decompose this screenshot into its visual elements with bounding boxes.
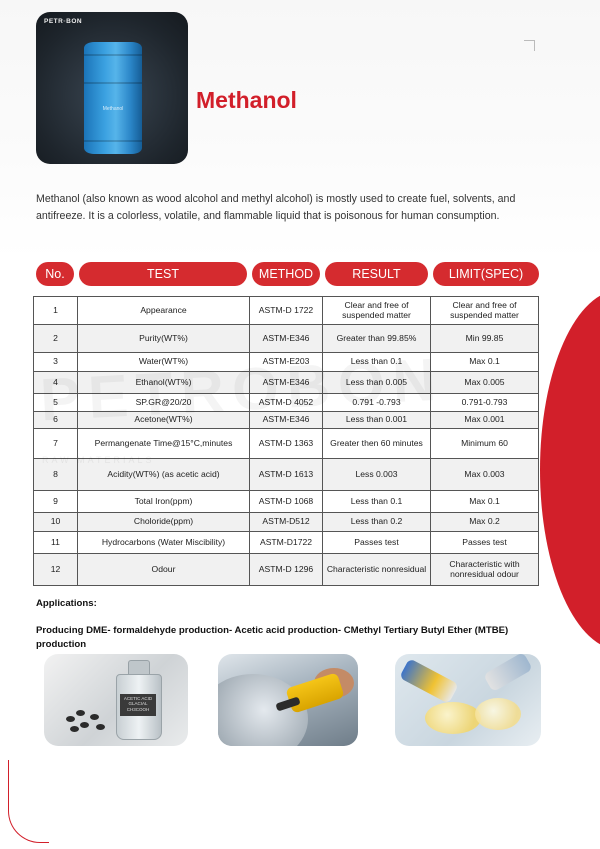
cell-test: Appearance [78, 297, 250, 325]
cell-no: 9 [34, 491, 78, 513]
cell-limit: Characteristic with nonresidual odour [431, 554, 539, 586]
cell-test: Ethanol(WT%) [78, 372, 250, 394]
glue-tubes-photo [395, 654, 541, 746]
cell-method: ASTM-D512 [250, 513, 323, 532]
header-result: RESULT [325, 262, 428, 286]
cell-result: Less than 0.1 [323, 491, 431, 513]
cell-result: Passes test [323, 532, 431, 554]
cell-test: Permangenate Time@15°C,minutes [78, 429, 250, 459]
cell-limit: Clear and free of suspended matter [431, 297, 539, 325]
cell-result: Greater than 99.85% [323, 325, 431, 353]
applications-heading: Applications: [36, 598, 97, 609]
table-row [34, 297, 539, 325]
spec-table [33, 296, 539, 586]
product-image [36, 12, 188, 164]
acetic-acid-bottle-photo [44, 654, 188, 746]
glue-tube [399, 658, 459, 704]
glue-tube [483, 654, 533, 692]
cell-method: ASTM-E346 [250, 372, 323, 394]
cell-result: Less than 0.1 [323, 353, 431, 372]
applications-text: Producing DME- formaldehyde production- Acetic acid production- CMethyl Tertiary Butyl Ether (MTBE) production [36, 625, 509, 650]
cell-test: SP.GR@20/20 [78, 394, 250, 412]
cell-result: Less than 0.2 [323, 513, 431, 532]
cell-test: Total Iron(ppm) [78, 491, 250, 513]
cell-no: 5 [34, 394, 78, 412]
cell-result: Less 0.003 [323, 459, 431, 491]
cell-method: ASTM-D1722 [250, 532, 323, 554]
cell-no: 2 [34, 325, 78, 353]
cell-test: Odour [78, 554, 250, 586]
cell-test: Acidity(WT%) (as acetic acid) [78, 459, 250, 491]
cell-no: 10 [34, 513, 78, 532]
fuel-nozzle [285, 672, 344, 713]
cell-method: ASTM-E346 [250, 325, 323, 353]
cell-test: Acetone(WT%) [78, 412, 250, 429]
corner-mark [524, 40, 535, 51]
header-limit-spec: LIMIT(SPEC) [433, 262, 539, 286]
cell-result: Less than 0.005 [323, 372, 431, 394]
bottle-label: ACETIC ACID GLACIAL CH3COOH [120, 694, 156, 716]
table-row [34, 394, 539, 412]
cell-result: Characteristic nonresidual [323, 554, 431, 586]
header-test: TEST [79, 262, 247, 286]
cell-no: 6 [34, 412, 78, 429]
table-row [34, 412, 539, 429]
cell-limit: Minimum 60 [431, 429, 539, 459]
pellets [66, 708, 110, 734]
cell-limit: 0.791-0.793 [431, 394, 539, 412]
cell-limit: Max 0.1 [431, 353, 539, 372]
product-description: Methanol (also known as wood alcohol and methyl alcohol) is mostly used to create fuel, solvents, and antifreeze. It is a colorless, volatile, and flammable liquid that is poisonous for human consumption. [36, 193, 516, 222]
table-row [34, 429, 539, 459]
cell-result: 0.791 -0.793 [323, 394, 431, 412]
cell-limit: Max 0.1 [431, 491, 539, 513]
table-row [34, 325, 539, 353]
decorative-red-arc [540, 290, 600, 650]
cell-test: Hydrocarbons (Water Miscibility) [78, 532, 250, 554]
cell-method: ASTM-D 1363 [250, 429, 323, 459]
cell-method: ASTM-D 4052 [250, 394, 323, 412]
glue-puddle [425, 702, 481, 734]
cell-limit: Max 0.003 [431, 459, 539, 491]
glue-puddle [475, 698, 521, 730]
cell-method: ASTM-D 1613 [250, 459, 323, 491]
cell-no: 4 [34, 372, 78, 394]
cell-limit: Max 0.005 [431, 372, 539, 394]
fuel-nozzle-photo [218, 654, 358, 746]
cell-result: Greater then 60 minutes [323, 429, 431, 459]
barrel-label: Methanol [102, 106, 124, 112]
decorative-bottom-curve [8, 760, 49, 843]
cell-limit: Passes test [431, 532, 539, 554]
cell-no: 7 [34, 429, 78, 459]
cell-result: Less than 0.001 [323, 412, 431, 429]
cell-method: ASTM-E203 [250, 353, 323, 372]
cell-no: 8 [34, 459, 78, 491]
cell-limit: Max 0.2 [431, 513, 539, 532]
cell-no: 3 [34, 353, 78, 372]
table-row [34, 353, 539, 372]
barrel-illustration [84, 42, 142, 154]
table-row [34, 372, 539, 394]
table-row [34, 532, 539, 554]
header-method: METHOD [252, 262, 320, 286]
cell-test: Water(WT%) [78, 353, 250, 372]
cell-no: 12 [34, 554, 78, 586]
table-row [34, 459, 539, 491]
cell-method: ASTM-D 1296 [250, 554, 323, 586]
page-title: Methanol [196, 87, 297, 113]
table-row [34, 491, 539, 513]
cell-method: ASTM-D 1068 [250, 491, 323, 513]
cell-method: ASTM-E346 [250, 412, 323, 429]
cell-limit: Min 99.85 [431, 325, 539, 353]
table-row [34, 554, 539, 586]
brand-logo: PETR◦BON [44, 18, 83, 25]
cell-no: 11 [34, 532, 78, 554]
header-no: No. [36, 262, 74, 286]
table-row [34, 513, 539, 532]
cell-result: Clear and free of suspended matter [323, 297, 431, 325]
cell-test: Purity(WT%) [78, 325, 250, 353]
cell-test: Choloride(ppm) [78, 513, 250, 532]
cell-no: 1 [34, 297, 78, 325]
cell-method: ASTM-D 1722 [250, 297, 323, 325]
cell-limit: Max 0.001 [431, 412, 539, 429]
